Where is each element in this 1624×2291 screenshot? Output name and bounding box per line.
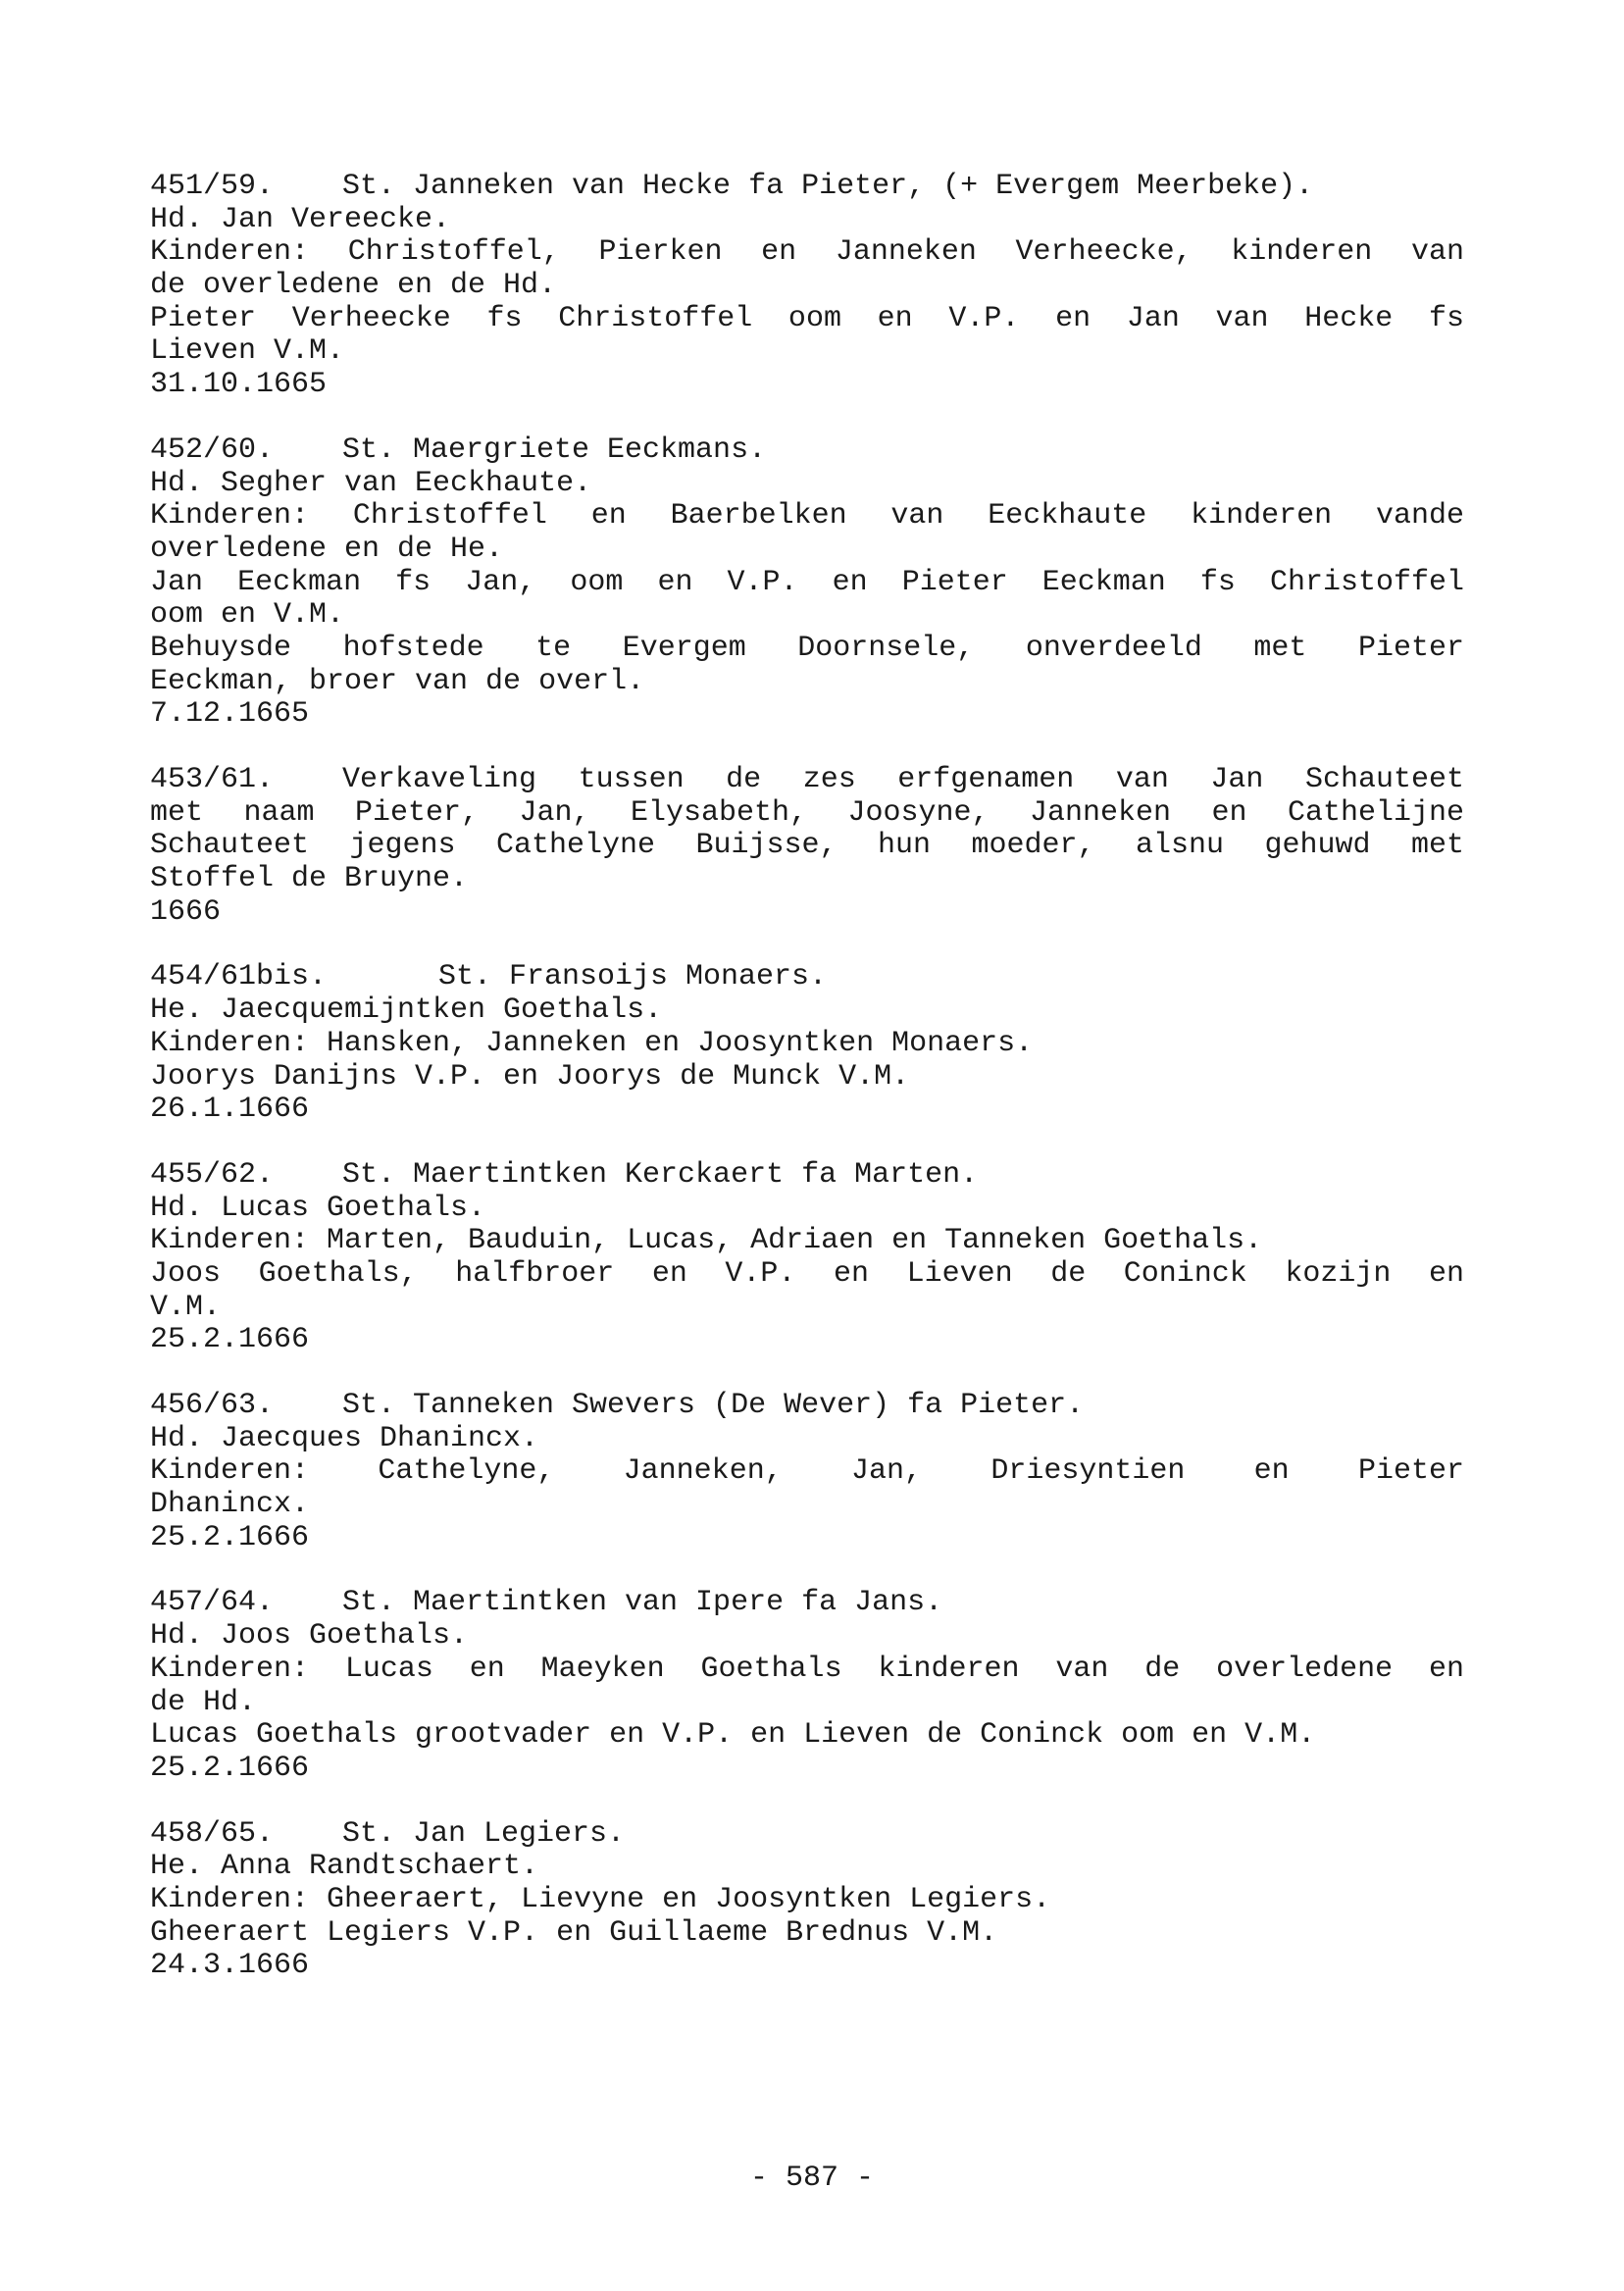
entry-line: Eeckman, broer van de overl. — [150, 664, 645, 698]
page-number: - 587 - — [749, 2162, 875, 2195]
entry-line: Kinderen: Cathelyne, Janneken, Jan, Driesyntien en Pieter — [150, 1455, 1464, 1489]
entry-line: Kinderen: Gheeraert, Lievyne en Joosyntken Legiers. — [150, 1882, 1051, 1916]
entry-line: Hd. Jaecques Dhanincx. — [150, 1421, 539, 1455]
entry-line: Behuysde hofstede te Evergem Doornsele, onverdeeld met Pieter — [150, 632, 1464, 665]
entry-line: Kinderen: Christoffel en Baerbelken van Eeckhaute kinderen vande — [150, 500, 1464, 534]
entry-heading — [150, 961, 1464, 994]
entry-line: Joos Goethals, halfbroer en V.P. en Lieven de Coninck kozijn en — [150, 1257, 1464, 1291]
entry-line: de Hd. — [150, 1685, 257, 1719]
entry-line: 25.2.1666 — [150, 1751, 310, 1785]
entry-line: 31.10.1665 — [150, 368, 328, 402]
entry-heading — [150, 1587, 1464, 1620]
entry-title: St. Jan Legiers. — [342, 1816, 626, 1851]
entry-number: 454/61bis. — [150, 960, 328, 994]
entry-title: St. Maertintken van Ipere fa Jans. — [342, 1586, 943, 1620]
entry-line: met naam Pieter, Jan, Elysabeth, Joosyne, Janneken en Cathelijne — [150, 796, 1464, 830]
register-entry — [150, 171, 1464, 402]
entry-line: Hd. Lucas Goethals. — [150, 1191, 486, 1225]
register-entry — [150, 764, 1464, 929]
entry-line: Gheeraert Legiers V.P. en Guillaeme Brednus V.M. — [150, 1915, 998, 1950]
entry-line: Kinderen: Christoffel, Pierken en Janneken Verheecke, kinderen van — [150, 236, 1464, 270]
register-entry — [150, 1159, 1464, 1357]
entry-line: 25.2.1666 — [150, 1323, 310, 1357]
entry-line: Lieven V.M. — [150, 334, 345, 369]
entry-title: St. Maertintken Kerckaert fa Marten. — [342, 1157, 979, 1192]
entry-heading — [150, 1159, 1464, 1193]
entry-line: 25.2.1666 — [150, 1520, 310, 1554]
entry-line: Pieter Verheecke fs Christoffel oom en V.P. en Jan van Hecke fs — [150, 302, 1464, 335]
entry-line: Hd. Jan Vereecke. — [150, 202, 451, 236]
entry-line: 24.3.1666 — [150, 1949, 310, 1983]
entry-number: 451/59. — [150, 170, 275, 203]
register-entry — [150, 1587, 1464, 1785]
entry-line: Schauteet jegens Cathelyne Buijsse, hun moeder, alsnu gehuwd met — [150, 830, 1464, 863]
entry-line: Kinderen: Lucas en Maeyken Goethals kinderen van de overledene en — [150, 1653, 1464, 1686]
register-entry — [150, 1818, 1464, 1983]
entry-line: Jan Eeckman fs Jan, oom en V.P. en Pieter Eeckman fs Christoffel — [150, 566, 1464, 599]
entries-list — [150, 171, 1464, 2015]
entry-line: 26.1.1666 — [150, 1093, 310, 1127]
entry-number: 452/60. — [150, 433, 275, 467]
entry-line: de overledene en de Hd. — [150, 269, 557, 303]
entry-number: 458/65. — [150, 1816, 275, 1851]
entry-title: St. Fransoijs Monaers. — [438, 960, 828, 994]
entry-line: Stoffel de Bruyne. — [150, 862, 469, 896]
entry-number: 455/62. — [150, 1157, 275, 1192]
entry-number: 457/64. — [150, 1586, 275, 1620]
entry-title: St. Tanneken Swevers (De Wever) fa Pieter. — [342, 1389, 1085, 1422]
entry-line: overledene en de He. — [150, 532, 504, 566]
entry-line: Kinderen: Hansken, Janneken en Joosyntken Monaers. — [150, 1026, 1034, 1060]
register-entry — [150, 961, 1464, 1126]
entry-line: 7.12.1665 — [150, 697, 310, 732]
entry-line: He. Jaecquemijntken Goethals. — [150, 993, 663, 1028]
entry-line: Joorys Danijns V.P. en Joorys de Munck V.M. — [150, 1059, 910, 1094]
entry-line: 1666 — [150, 894, 222, 929]
entry-line: Hd. Segher van Eeckhaute. — [150, 466, 592, 500]
entry-heading — [150, 1390, 1464, 1423]
entry-heading — [150, 171, 1464, 204]
entry-heading — [150, 764, 1464, 797]
entry-line: Hd. Joos Goethals. — [150, 1619, 469, 1654]
register-entry — [150, 1390, 1464, 1554]
entry-title: Verkaveling tussen de zes erfgenamen van Jan Schauteet — [342, 764, 1464, 796]
register-entry — [150, 434, 1464, 732]
entry-line: He. Anna Randtschaert. — [150, 1850, 539, 1884]
entry-line: Dhanincx. — [150, 1488, 310, 1522]
entry-line: V.M. — [150, 1290, 222, 1324]
entry-line: Kinderen: Marten, Bauduin, Lucas, Adriaen en Tanneken Goethals. — [150, 1224, 1263, 1258]
entry-number: 453/61. — [150, 764, 275, 796]
entry-heading — [150, 434, 1464, 468]
entry-number: 456/63. — [150, 1389, 275, 1422]
entry-title: St. Janneken van Hecke fa Pieter, (+ Evergem Meerbeke). — [342, 170, 1314, 203]
entry-heading — [150, 1818, 1464, 1852]
entry-title: St. Maergriete Eeckmans. — [342, 433, 767, 467]
entry-line: Lucas Goethals grootvader en V.P. en Lieven de Coninck oom en V.M. — [150, 1718, 1316, 1753]
entry-line: oom en V.M. — [150, 598, 345, 633]
